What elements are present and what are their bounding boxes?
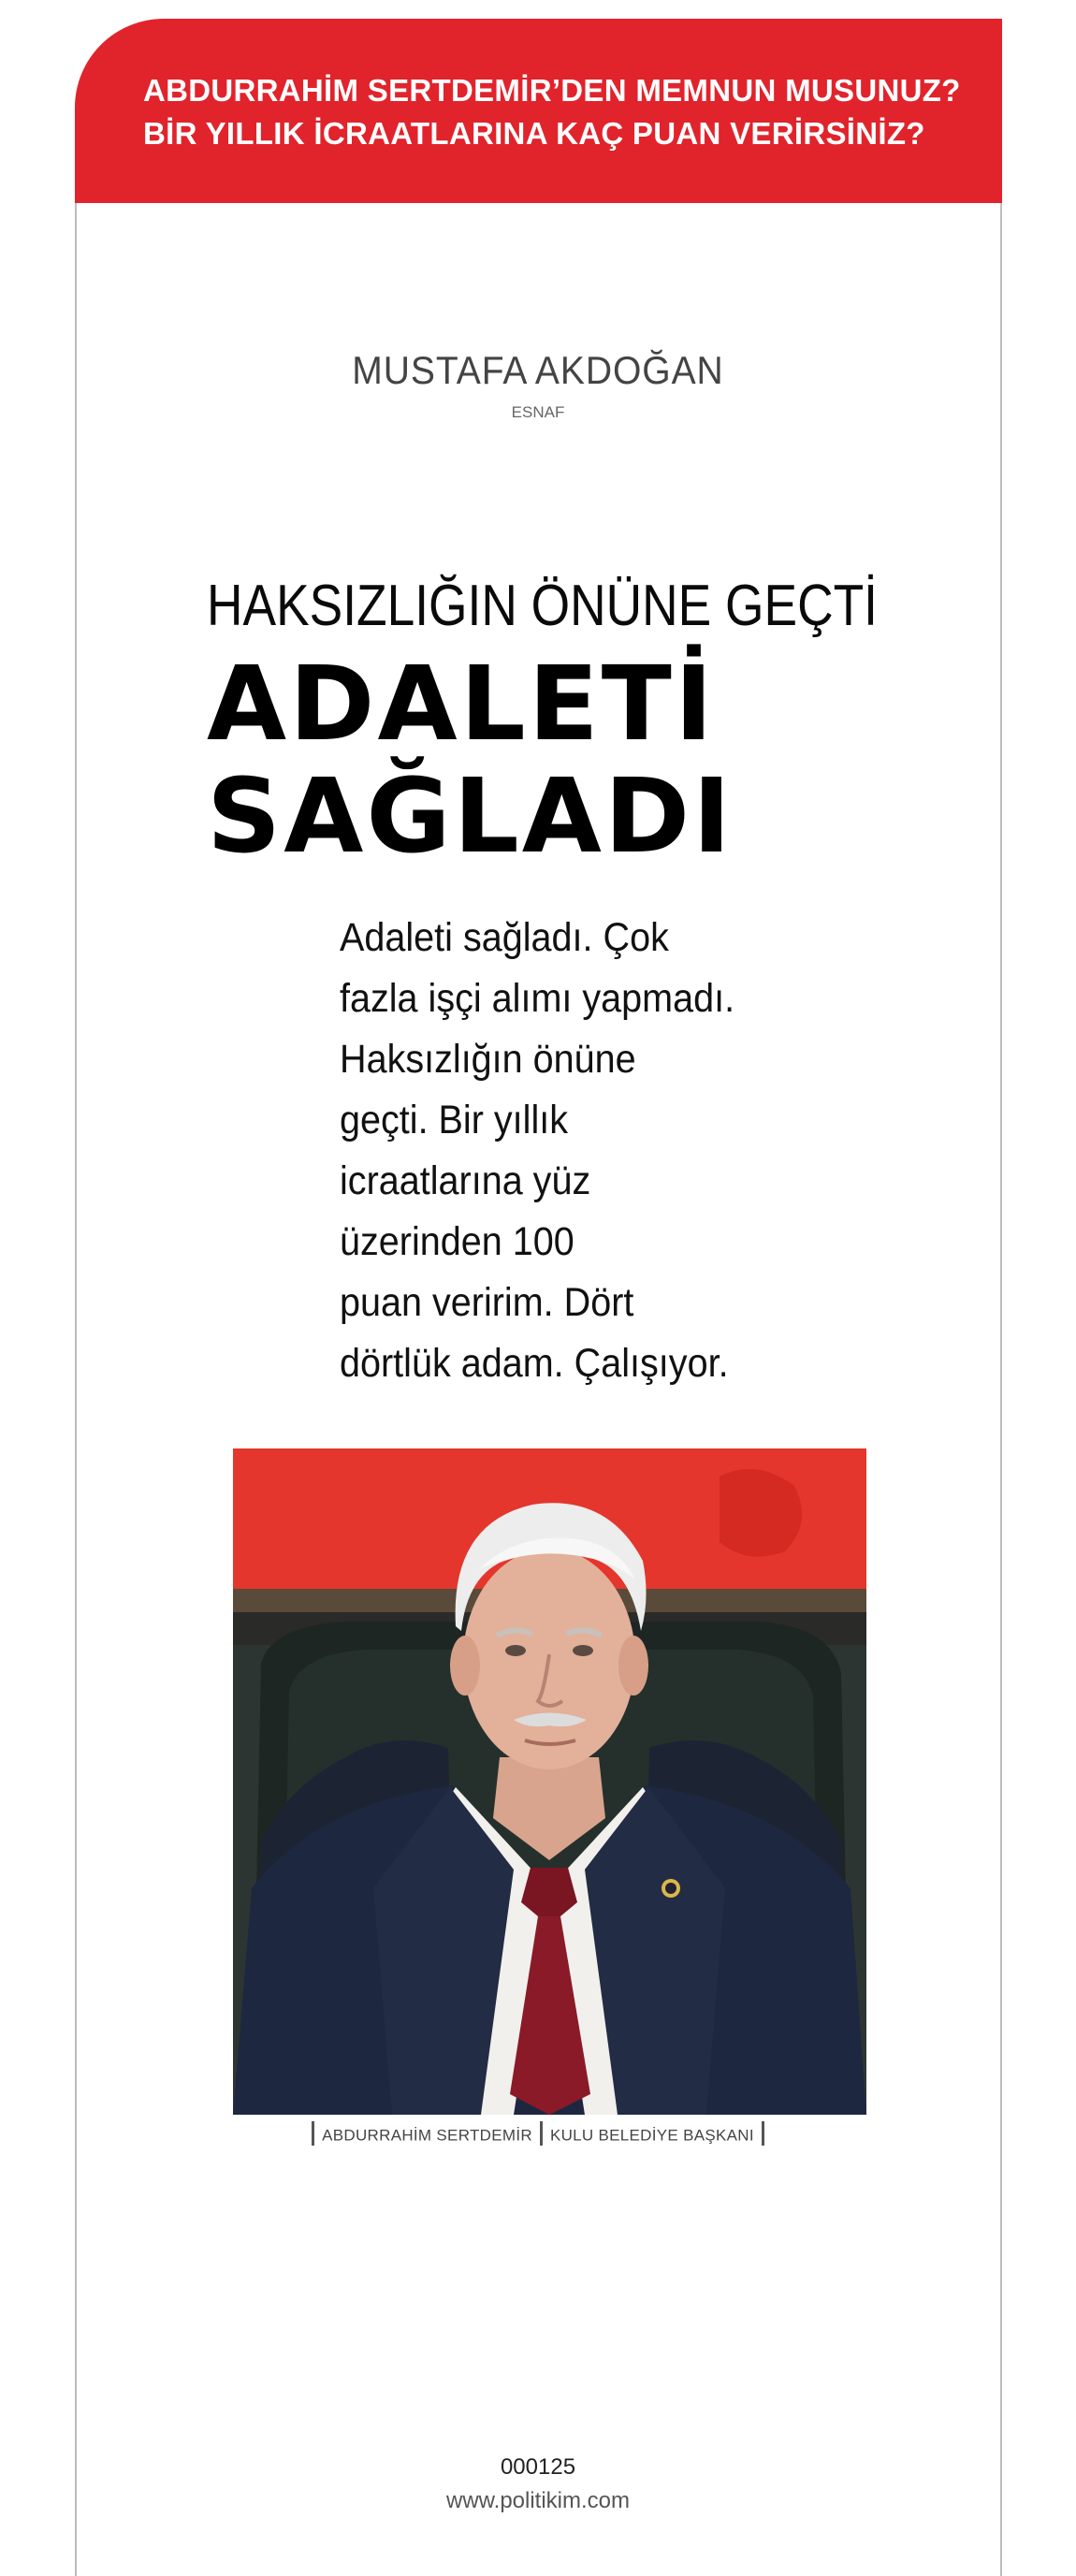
quote-line: dörtlük adam. Çalışıyor.: [340, 1341, 729, 1386]
caption-divider: [312, 2121, 314, 2146]
quote-line: üzerinden 100: [340, 1219, 574, 1264]
caption-divider: [540, 2121, 543, 2146]
headline-line-1: ADALETİ: [207, 644, 716, 764]
headline-line-2: SAĞLADI: [207, 756, 734, 876]
question-banner: [75, 19, 1002, 203]
quote-line: fazla işçi alımı yapmadı.: [340, 976, 735, 1021]
caption-subject-name: ABDURRAHİM SERTDEMİR: [322, 2126, 532, 2145]
photo-caption: [0, 2124, 1076, 2148]
frame-left-border: [75, 201, 77, 2576]
website-link[interactable]: www.politikim.com: [445, 2488, 631, 2513]
quote-line: puan veririm. Dört: [340, 1280, 634, 1325]
caption-subject-title: KULU BELEDİYE BAŞKANI: [549, 2126, 754, 2145]
quote-line: icraatlarına yüz: [340, 1158, 591, 1203]
page-code: 000125: [500, 2454, 576, 2480]
author-name: MUSTAFA AKDOĞAN: [352, 348, 724, 392]
caption-divider: [762, 2121, 764, 2146]
quote-body: [340, 908, 826, 1394]
author-role: ESNAF: [511, 403, 565, 421]
banner-question-line-1: ABDURRAHİM SERTDEMİR’DEN MEMNUN MUSUNUZ?: [143, 73, 961, 108]
frame-right-border: [1000, 201, 1002, 2576]
article-kicker: HAKSIZLIĞIN ÖNÜNE GEÇTİ: [207, 574, 878, 638]
portrait-photo: [233, 1448, 866, 2115]
quote-line: geçti. Bir yıllık: [340, 1098, 569, 1142]
quote-line: Haksızlığın önüne: [340, 1037, 636, 1082]
quote-line: Adaleti sağladı. Çok: [340, 915, 669, 960]
banner-question-line-2: BİR YILLIK İCRAATLARINA KAÇ PUAN VERİRSİNİZ?: [143, 116, 925, 151]
